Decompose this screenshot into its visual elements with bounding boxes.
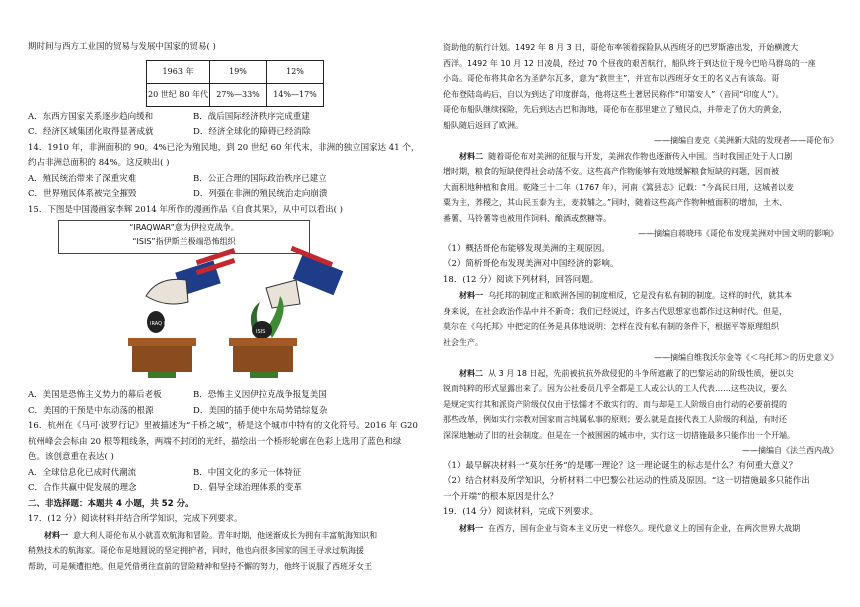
source-citation: ——摘编自麦克《美洲新大陆的发现者——哥伦布》 [654, 136, 838, 145]
material-line: 增时期，粮食的短缺使得社会动荡不安。这些高产作物能够有效地缓解粮食短缺的问题，因而被 [443, 167, 779, 176]
source-citation: ——摘编自《法兰西内战》 [742, 446, 838, 455]
option-b: B．公正合理的国际政治秩序已建立 [193, 173, 327, 184]
option-a: A．殖民统治带来了深重灾难 [28, 173, 137, 184]
q14-stem-line: 14．1910 年，非洲面积的 90。4%已沦为殖民地，到 20 世纪 60 年代末，非洲的独立国家达 41 个， [28, 142, 420, 153]
q18-subquestion: （2）结合材料及所学知识，分析材料二中巴黎公社运动的性质及原因。“这一切措施最多只能作出 [443, 476, 810, 486]
option-b: B．中国文化的多元一体特征 [193, 467, 302, 478]
option-d: D．倡导全球治理体系的变革 [193, 483, 302, 493]
q13-table [146, 60, 324, 107]
seed-pot-left [128, 311, 196, 378]
material-line: 小岛。哥伦布将其命名为圣萨尔瓦多，意为“救世主”，并宣布以西班牙女王的名义占有该岛。哥 [443, 74, 780, 83]
material-line: 是规定实行其和派资产阶级仅仅由于怯懦才不敢实行的、而与却是工人阶级自由行动的必要前提的 [443, 399, 787, 409]
option-d: D．列强在非洲的殖民统治走向崩溃 [193, 189, 328, 199]
source-citation: ——摘编自蒋晓玮《哥伦布发现美洲对中国文明的影响》 [638, 229, 838, 238]
seed-label: IRAQ WAR [150, 321, 176, 327]
q18-material-2 [443, 366, 838, 382]
q16-options [28, 466, 423, 497]
option-a: A．美国是恐怖主义势力的幕后老板 [28, 390, 162, 400]
material-text: 随着哥伦布对美洲的征服与开发，美洲农作物也逐渐传入中国。当时我国正处于人口剧 [488, 151, 793, 161]
table-cell: 19% [210, 60, 267, 83]
q16-stem-line: 杭州峰会会标由 20 根等粗线条，两端不封闭的光纤，描绘出一个桥形轮廓在色彩上选用了蓝色和绿 [28, 436, 402, 447]
option-d: D．经济全球化的障碍已经消除 [193, 127, 311, 137]
option-c: C．世界殖民体系被完全摧毁 [28, 189, 137, 199]
q15-options [28, 388, 423, 419]
uncle-sam-hand-right [266, 246, 343, 308]
option-b: B．恐怖主义因伊拉克战争报复美国 [193, 390, 327, 400]
table-cell: 20 世纪 80 年代 [147, 83, 210, 106]
material-line: 大面积地种植和食用。乾隆三十二年（1767 年），河南《篙县志》记载：“今高民日用，这城者以麦 [443, 182, 795, 192]
material-text: 意大利人哥伦布从小就喜欢航海和冒险。青年时期，他迷渐成长为拥有丰富航海知识和 [73, 530, 378, 540]
q17-subquestion: （2）简析哥伦布发现美洲对中国经济的影响。 [443, 259, 619, 269]
left-column [28, 40, 423, 574]
q15-stem: 15．下图是中国漫画家李辉 2014 年所作的漫画作品《自食其果》，从中可以看出( ) [28, 204, 343, 215]
material-line: 深深地触动了旧的社会制度。但是在一个被围困的城市中，实行这一切措施最多只能作出一个开端。 [443, 430, 795, 440]
material-line: 粟为主，荞稷之，其山民玉泰为主，麦菽辅之。”同时，随着这些高产作物种植面积的增加，土木、 [443, 198, 788, 207]
q13-options [28, 110, 423, 141]
caption-line: “ISIS”指伊斯兰极端恐怖组织 [132, 237, 236, 246]
q18-subquestion: （1）最早解决材料一“莫尔任务”的是哪一理论？这一理论诞生的标志是什么？有何重大意义？ [443, 460, 798, 471]
cartoon-figure [28, 218, 423, 388]
section-2-heading: 二、非选择题：本题共 4 小题，共 52 分。 [28, 498, 194, 509]
material-text: 从 3 月 18 日起，先前被抗抗外敌侵犯的斗争所遮蔽了的巴黎运动的阶级性质，便以尖 [488, 368, 794, 378]
monster-plant-right [229, 296, 297, 378]
material-label: 材料二 [459, 151, 483, 161]
q17-material-2 [443, 149, 838, 165]
material-line: 帮助，可是频遭拒绝。但是凭借勇往直前的冒险精神和坚持不懈的努力，他终于说服了西班牙女王 [28, 561, 372, 571]
material-line: 锐而纯粹的形式显露出来了。因为公社委员几乎全都是工人或公认的工人代表……这些决议，要么 [443, 384, 787, 393]
q13-stem: 期时间与西方工业国的贸易与发展中国家的贸易( ) [28, 42, 216, 52]
material-label: 材料一 [44, 530, 68, 540]
option-c: C．合作共赢中促发展的理念 [28, 483, 137, 493]
uncle-sam-hand-left [146, 248, 235, 304]
option-c: C．美国的干预是中东动荡的根源 [28, 405, 154, 416]
q18-material-1 [443, 288, 838, 304]
q19-stem: 19．(14 分）阅读材料，完成下列要求。 [443, 507, 599, 517]
right-column [443, 40, 838, 536]
caption-line: “IRAQWAR”意为伊拉克战争。 [129, 223, 239, 232]
material-text: 乌托邦的制度正和欧洲各国的制度相反，它是没有私有制的制度。这样的时代，就其本 [488, 291, 793, 300]
material-line: 莫尔在《乌托邦》中把定的任务是具体地说明：怎样在没有私有制的条件下，根据平等原理组织 [443, 322, 779, 331]
q18-stem: 18．(12 分）阅读下列材料，回答问题。 [443, 274, 599, 285]
material-line: 身来说，在社会政治作品中并不新奇；我们已经说过，许多古代思想家也都作过这种时代。但是， [443, 306, 787, 316]
material-line: 船队随后返回了欧洲。 [443, 120, 523, 130]
material-line: 社会生产。 [443, 337, 483, 347]
material-line: 稍熟技术的航海家。哥伦布是地圆说的坚定拥护者，同时，他也向很多国家的国王寻求过航海援 [28, 546, 364, 555]
q19-material-1 [443, 521, 838, 537]
material-label: 材料一 [459, 291, 483, 300]
source-citation: ——摘编自维我沃尔金等《＜乌托邦＞的历史意义》 [654, 353, 838, 362]
q14-stem-line: 约占非洲总面积的 84%。这反映出( ) [28, 158, 170, 168]
option-a: A．全球信息化已成时代潮流 [28, 467, 137, 478]
q17-material-1 [28, 528, 423, 544]
cartoon-drawing [28, 218, 423, 388]
material-label: 材料二 [459, 368, 483, 378]
material-line: 西洋。1492 年 10 月 12 日凌晨，经过 70 个昼夜的艰苦航行，船队终于到达位于现今巴哈马群岛的一座 [443, 58, 816, 68]
monster-label: ISIS [256, 329, 266, 335]
table-cell: 12% [267, 60, 324, 83]
option-a: A．东西方国家关系逐步趋向缓和 [28, 111, 154, 122]
q17-stem: 17．(12 分）阅读材料并结合所学知识，完成下列要求。 [28, 514, 243, 524]
table-cell: 1963 年 [147, 60, 210, 83]
material-label: 材料一 [459, 523, 483, 533]
table-row [147, 83, 324, 106]
option-c: C．经济区域集团化取得显著成就 [28, 127, 154, 137]
q17-subquestion: （1）概括哥伦布能够发现美洲的主观原因。 [443, 243, 610, 254]
q18-subquestion: 一个开端”的根本原因是什么？ [443, 491, 558, 502]
option-b: B．战后国际经济秩序完成重建 [193, 111, 310, 122]
material-line: 那些改革，例如实行宗教对国家而言纯属私事的原则；要么就是直接代表工人阶级的利益，有时还 [443, 415, 787, 424]
table-cell: 14%—17% [267, 83, 324, 106]
q16-stem-line: 色。该创意重在表达( ) [28, 452, 114, 462]
q14-options [28, 172, 423, 203]
table-cell: 27%—33% [210, 83, 267, 106]
table-row [147, 60, 324, 83]
material-text: 在西方，国有企业与资本主义历史一样悠久。现代意义上的国有企业，在两次世界大战期 [488, 523, 801, 533]
material-line: 哥伦布船队继续探险，先后到达古巴和海地，哥伦布在那里建立了殖民点，并带走了仿大的黄金， [443, 105, 787, 114]
option-d: D．美国的插手使中东局势错综复杂 [193, 405, 328, 416]
material-line: 伦布登陆岛屿后，自以为到达了印度群岛，他将这些土著居民称作“印第安人”（音同“印度人”）。 [443, 89, 784, 99]
q16-stem-line: 16．杭州在《马可·波罗行记》里被描述为“千桥之城”，桥是这个城市中特有的文化符号。2016 年 G20 [28, 421, 418, 431]
material-line: 番薯、马铃薯等也被用作饲料、酿酒或熬糖等。 [443, 213, 611, 223]
material-line: 资助他的航行计划。1492 年 8 月 3 日，哥伦布率领着探险队从西班牙的巴罗斯港出发，开始横渡大 [443, 43, 799, 52]
